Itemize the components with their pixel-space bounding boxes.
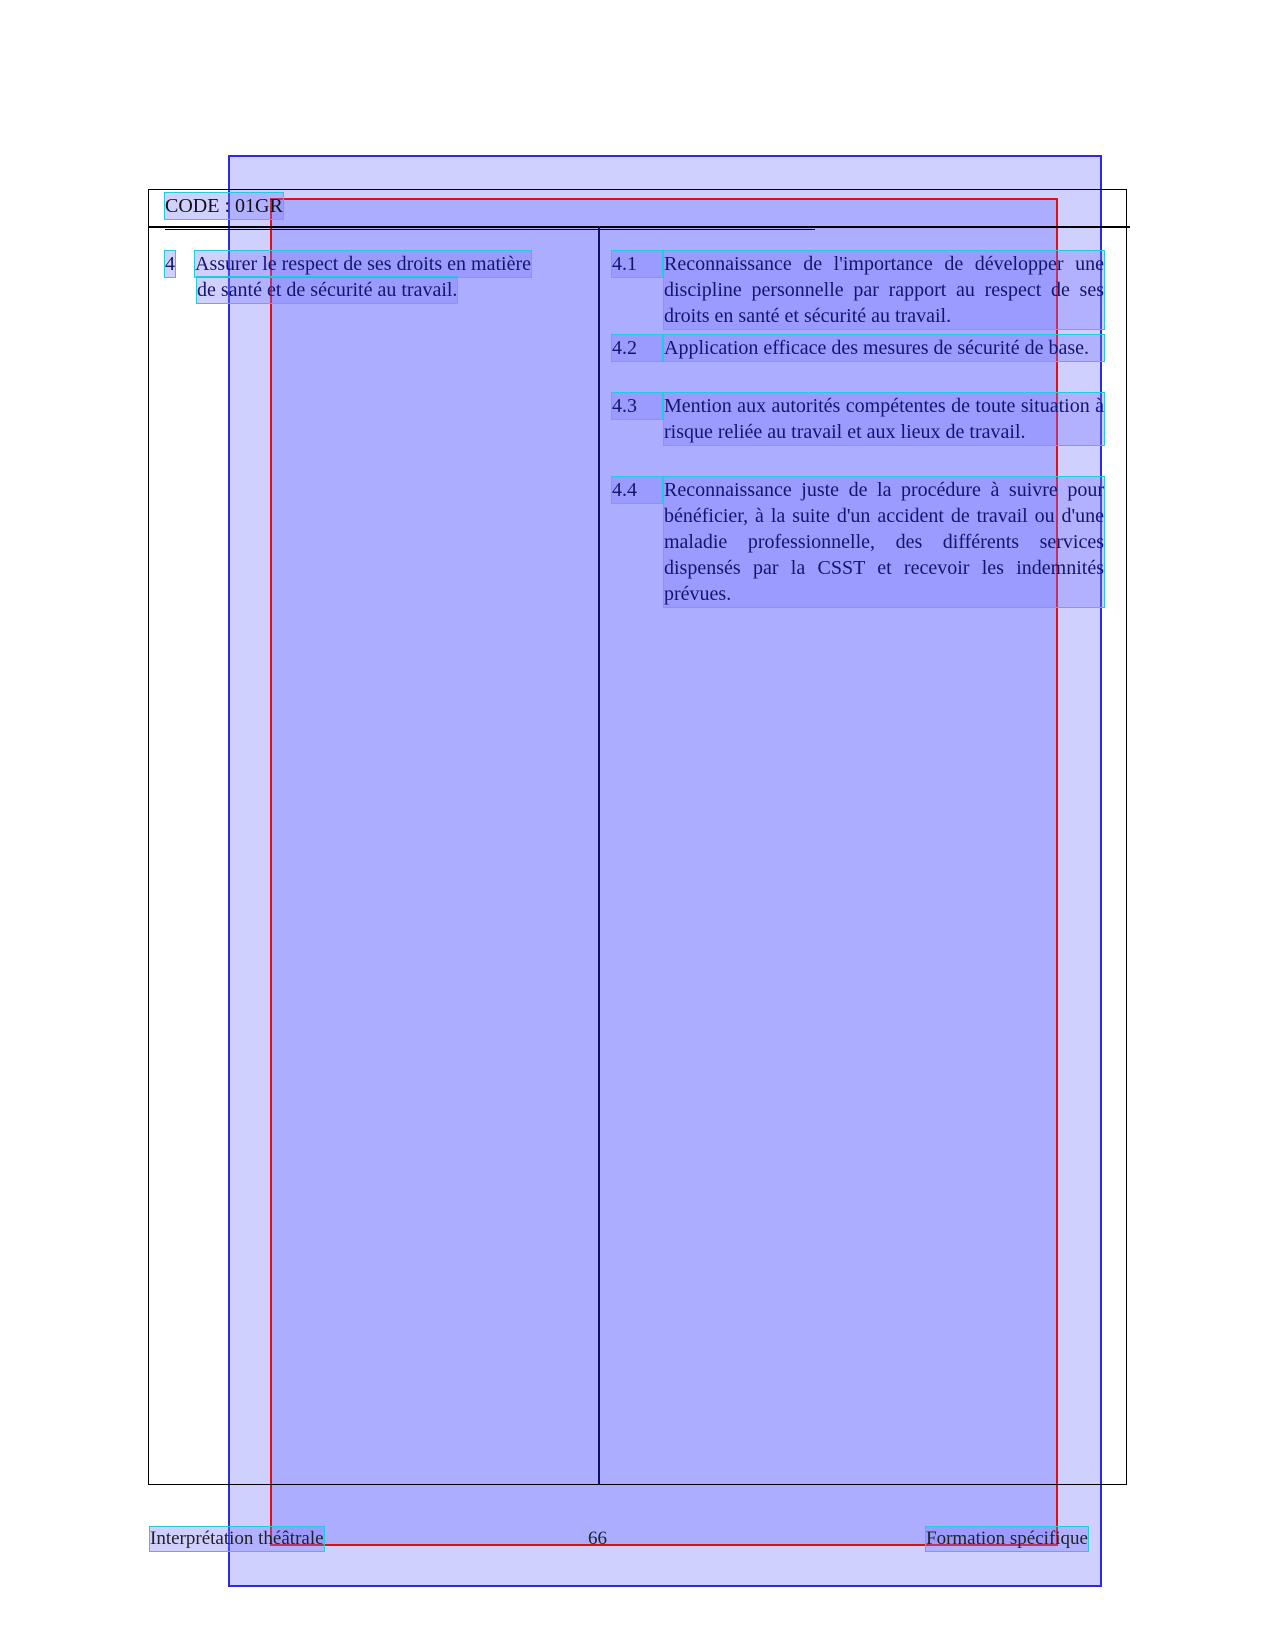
footer-page-number: 66 [588, 1528, 607, 1549]
code-label: CODE : 01GR [165, 195, 283, 217]
criterion-text: Application efficace des mesures de sécurité de base. [664, 335, 1104, 361]
criterion-text: Reconnaissance juste de la procédure à suivre pour bénéficier, à la suite d'un accident de travail ou d'une maladie professionnelle, des différents services dispensés par la CSST et recevoir les indemnités prévues. [664, 479, 1104, 605]
footer-section-name: Formation spécifique [926, 1528, 1088, 1549]
criterion-number: 4.2 [612, 335, 662, 361]
criterion-number: 4.4 [612, 477, 662, 503]
footer-program-name: Interprétation théâtrale [150, 1528, 324, 1549]
competence-number: 4 [165, 253, 175, 275]
header-divider-secondary [165, 229, 815, 230]
header-divider [148, 226, 1130, 228]
criterion-number: 4.3 [612, 393, 662, 419]
criterion-text: Mention aux autorités compétentes de toute situation à risque reliée au travail et aux lieux de travail. [664, 395, 1104, 443]
competence-statement-line2: de santé et de sécurité au travail. [197, 279, 458, 301]
document-table-frame [148, 189, 1127, 1485]
competence-statement-line1: Assurer le respect de ses droits en matière [195, 253, 531, 275]
criterion-text: Reconnaissance de l'importance de développer une discipline personnelle par rapport au respect de ses droits en santé et sécurité au travail. [664, 253, 1104, 327]
column-divider [598, 226, 600, 1485]
criterion-number: 4.1 [612, 251, 662, 277]
